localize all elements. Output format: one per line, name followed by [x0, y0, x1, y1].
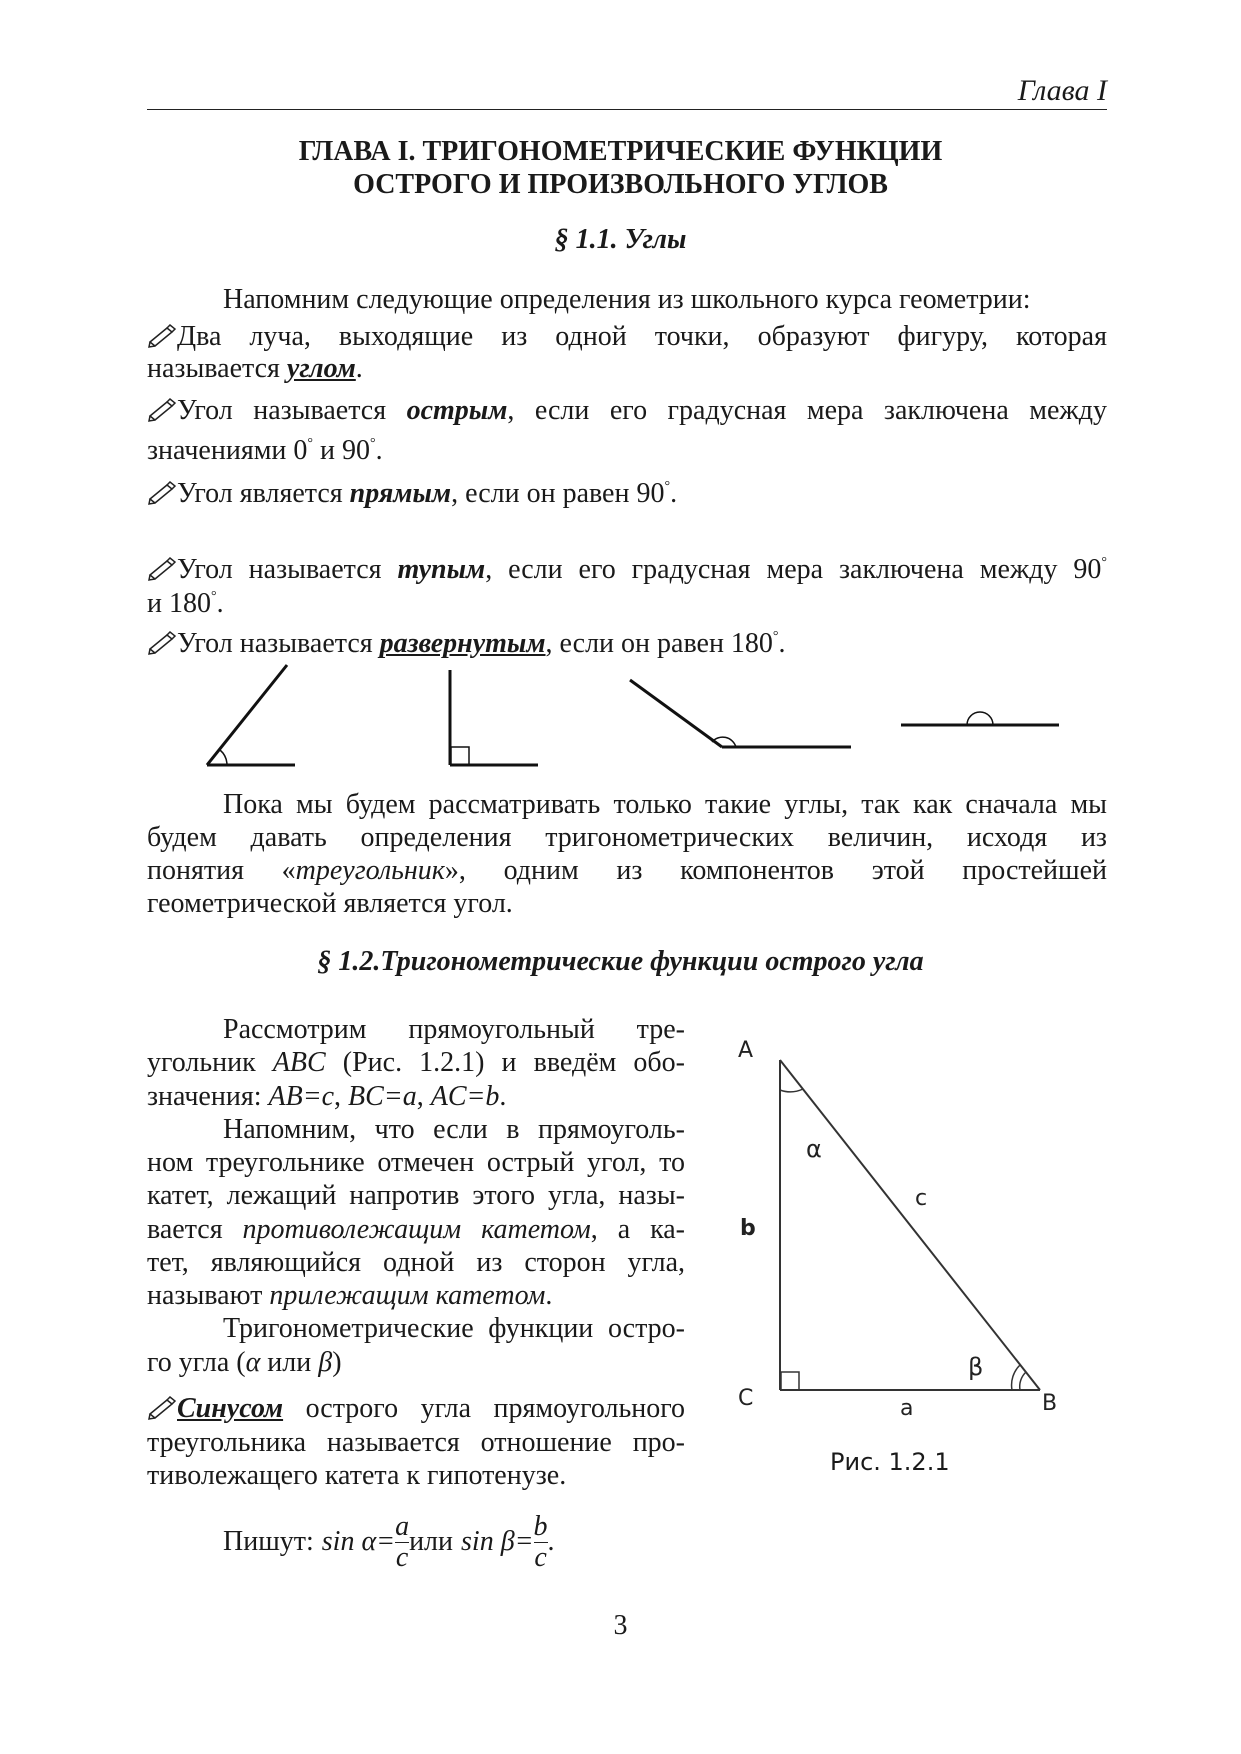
para-line3: понятия «треугольник», одним из компонентов этой простейшей: [147, 855, 1108, 886]
running-head: Глава I: [1017, 74, 1107, 107]
s2-p1-l1: Рассмотрим прямоугольный тре-: [223, 1014, 685, 1045]
beta-arc-inner: [1020, 1372, 1026, 1390]
angle-label-beta: β: [968, 1353, 984, 1381]
beta-arc-outer: [1012, 1365, 1020, 1390]
pencil-bullet-icon: [147, 555, 177, 581]
acute-angle-figure: [207, 665, 295, 765]
s2-p4-l2: треугольника называется отношение про-: [147, 1427, 685, 1458]
fraction-b-over-c: $\frac{b}{c}$: [533, 1510, 548, 1573]
def2-line1: Угол называется острым, если его градусная мера заключена между: [147, 394, 1107, 428]
vertex-label-b: B: [1042, 1391, 1058, 1416]
header-rule: [147, 109, 1107, 110]
sine-formula: Пишут: sin α= $\frac{a}{c}$ или sin β= $\frac{b}{c}$ .: [223, 1510, 555, 1573]
s2-p2-l3: катет, лежащий напротив этого угла, назы-: [147, 1180, 685, 1211]
s2-p3-l1: Тригонометрические функции остро-: [223, 1313, 685, 1344]
side-label-c: c: [915, 1186, 928, 1211]
term-angle: углом: [286, 353, 356, 384]
def2-line2: значениями 0° и 90°.: [147, 435, 383, 466]
term-obtuse: тупым: [397, 554, 486, 585]
pencil-bullet-icon: [147, 1394, 177, 1420]
angle-types-illustration: [195, 655, 1095, 775]
side-label-a: a: [900, 1396, 914, 1421]
fraction-a-over-c: $\frac{a}{c}$: [395, 1510, 410, 1573]
obtuse-angle-figure: [630, 680, 851, 747]
term-straight: развернутым: [379, 628, 546, 659]
vertex-label-a: A: [738, 1038, 754, 1063]
s2-p4-l1: Синусом острого угла прямоугольного: [147, 1392, 685, 1426]
def4-line1: Угол называется тупым, если его градусная мера заключена между 90°: [147, 546, 1107, 587]
intro-text: Напомним следующие определения из школьного курса геометрии:: [223, 284, 1031, 315]
def5-line1: Угол называется развернутым, если он равен 180°.: [147, 620, 786, 661]
para-line4: геометрической является угол.: [147, 888, 513, 919]
chapter-title-line2: ОСТРОГО И ПРОИЗВОЛЬНОГО УГЛОВ: [353, 169, 888, 200]
right-angle-marker: [781, 1372, 799, 1390]
def4-line2: и 180°.: [147, 588, 224, 619]
def1-line2: называется углом.: [147, 353, 363, 384]
angle-label-alpha: α: [806, 1135, 822, 1163]
chapter-title-line1: ГЛАВА I. ТРИГОНОМЕТРИЧЕСКИЕ ФУНКЦИИ: [298, 136, 943, 167]
alpha-arc: [780, 1089, 803, 1092]
para-line2: будем давать определения тригонометрических величин, исходя из: [147, 822, 1107, 853]
section-1-1-heading: § 1.1. Углы: [554, 224, 687, 255]
page-number: 3: [613, 1610, 628, 1641]
term-acute: острым: [406, 395, 508, 426]
pencil-bullet-icon: [147, 479, 177, 505]
figure-caption: Рис. 1.2.1: [830, 1448, 950, 1476]
s2-p1-l3: значения: AB=c, BC=a, AC=b.: [147, 1081, 507, 1112]
s2-p2-l1: Напомним, что если в прямоуголь-: [223, 1114, 685, 1145]
s2-p4-l3: тиволежащего катета к гипотенузе.: [147, 1460, 567, 1491]
right-angle-figure: [450, 670, 538, 765]
vertex-label-c: C: [738, 1386, 754, 1411]
straight-angle-figure: [901, 712, 1059, 725]
para-line1: Пока мы будем рассматривать только такие углы, так как сначала мы: [223, 789, 1107, 820]
s2-p2-l2: ном треугольнике отмечен острый угол, то: [147, 1147, 685, 1178]
term-sine: Синусом: [177, 1393, 284, 1424]
right-triangle-figure: [730, 1035, 1100, 1425]
def3-line1: Угол является прямым, если он равен 90°.: [147, 470, 677, 511]
pencil-bullet-icon: [147, 322, 177, 348]
def1-line1: Два луча, выходящие из одной точки, образуют фигуру, которая: [147, 320, 1107, 354]
s2-p2-l4: вается противолежащим катетом, а ка-: [147, 1214, 686, 1245]
side-label-b: b: [740, 1216, 756, 1241]
pencil-bullet-icon: [147, 396, 177, 422]
s2-p1-l2: угольник ABC (Рис. 1.2.1) и введём обо-: [147, 1047, 685, 1078]
s2-p2-l6: называют прилежащим катетом.: [147, 1280, 553, 1311]
s2-p2-l5: тет, являющийся одной из сторон угла,: [147, 1247, 685, 1278]
section-1-2-heading: § 1.2.Тригонометрические функции острого угла: [317, 946, 924, 977]
s2-p3-l2: го угла (α или β): [147, 1347, 342, 1378]
pencil-bullet-icon: [147, 629, 177, 655]
term-right: прямым: [349, 478, 452, 509]
